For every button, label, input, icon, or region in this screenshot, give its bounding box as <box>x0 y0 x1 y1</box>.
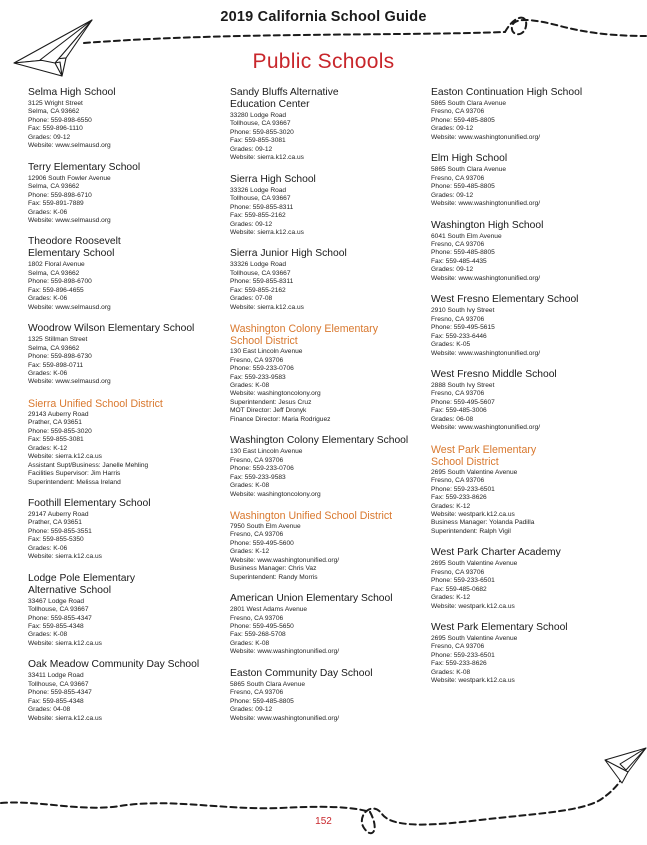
entry-detail-line: Website: sierra.k12.ca.us <box>28 639 102 647</box>
entry-detail-line: 12906 South Fowler Avenue <box>28 174 111 182</box>
school-entry <box>230 435 426 499</box>
entry-detail-line: Fax: 559-485-0682 <box>431 585 487 593</box>
entry-detail-line: Phone: 559-485-8805 <box>431 249 495 257</box>
entry-detail-line: Fax: 559-896-1110 <box>28 125 83 133</box>
entry-detail-line: Grades: K-06 <box>28 544 68 552</box>
school-entry <box>28 659 224 723</box>
entry-detail-line: Website: sierra.k12.ca.us <box>230 228 304 236</box>
entry-detail-line: Tollhouse, CA 93667 <box>230 269 291 277</box>
school-name: Foothill Elementary School <box>28 497 151 509</box>
entry-detail-line: 33411 Lodge Road <box>28 672 84 680</box>
entry-detail-line: 5865 South Clara Avenue <box>230 680 306 688</box>
entry-detail-line: Fresno, CA 93706 <box>431 240 485 248</box>
entry-detail-line: Website: sierra.k12.ca.us <box>28 714 102 722</box>
guide-title: 2019 California School Guide <box>220 9 427 25</box>
entry-detail-line: Fax: 559-268-5708 <box>230 631 286 639</box>
entry-detail-line: Phone: 559-898-6730 <box>28 353 92 361</box>
entry-detail-line: 33326 Lodge Road <box>230 186 287 194</box>
entry-detail-line: Grades: K-06 <box>28 295 68 303</box>
entry-detail-line: Prather, CA 93651 <box>28 519 82 527</box>
entry-detail-line: Grades: 09-12 <box>230 145 273 153</box>
entry-detail-line: Fax: 559-855-2162 <box>230 212 286 220</box>
entry-detail-line: Grades: 09-12 <box>431 191 474 199</box>
entry-detail-line: Phone: 559-233-0706 <box>230 465 294 473</box>
entry-detail-line: Fax: 559-233-8626 <box>431 660 487 668</box>
entry-detail-line: Phone: 559-233-6501 <box>431 485 495 493</box>
entry-detail-line: 2695 South Valentine Avenue <box>431 635 518 643</box>
entry-detail-line: Grades: 09-12 <box>230 220 273 228</box>
school-entry <box>28 236 224 312</box>
column-1 <box>28 87 224 734</box>
page-number: 152 <box>315 816 332 827</box>
entry-detail-line: Phone: 559-485-8805 <box>230 697 294 705</box>
school-name: Education Center <box>230 99 310 110</box>
school-entry <box>230 668 426 723</box>
school-name: Sierra High School <box>230 173 316 185</box>
entry-detail-line: Fresno, CA 93706 <box>230 689 284 697</box>
entry-detail-line: 6041 South Elm Avenue <box>431 232 502 240</box>
entry-detail-line: Phone: 559-485-8805 <box>431 116 495 124</box>
school-name: Oak Meadow Community Day School <box>28 659 200 671</box>
entry-detail-line: Website: www.selmausd.org <box>28 142 111 150</box>
entry-detail-line: Phone: 559-485-8805 <box>431 183 495 191</box>
entry-detail-line: Grades: 09-12 <box>431 125 474 133</box>
school-name: Washington High School <box>431 219 544 231</box>
school-name: Theodore Roosevelt <box>28 236 121 248</box>
entry-detail-line: Phone: 559-855-4347 <box>28 689 92 697</box>
entry-detail-line: 3125 Wright Street <box>28 100 83 107</box>
entry-detail-line: Website: washingtoncolony.org <box>230 390 321 398</box>
entry-detail-line: Fax: 559-233-9583 <box>230 473 286 481</box>
entry-detail-line: Website: www.washingtonunified.org/ <box>431 200 541 208</box>
entry-detail-line: Fax: 559-233-8626 <box>431 494 487 502</box>
entry-detail-line: Fax: 559-855-4348 <box>28 697 84 705</box>
entry-detail-line: Prather, CA 93651 <box>28 419 82 427</box>
school-entry <box>431 153 627 208</box>
school-name: Easton Continuation High School <box>431 87 583 98</box>
entry-detail-line: Website: www.washingtonunified.org/ <box>431 424 541 432</box>
school-entry <box>431 622 627 686</box>
entry-detail-line: 7950 South Elm Avenue <box>230 522 301 530</box>
school-entry <box>28 498 224 562</box>
entry-detail-line: Selma, CA 93662 <box>28 183 80 191</box>
district-name: West Park Elementary <box>431 443 537 456</box>
entry-detail-line: Grades: K-12 <box>28 444 68 452</box>
entry-detail-line: Grades: K-06 <box>28 369 68 377</box>
school-name: American Union Elementary School <box>230 593 393 605</box>
entry-detail-line: Grades: K-12 <box>230 548 270 556</box>
district-name: Washington Colony Elementary <box>230 323 378 336</box>
entry-detail-line: Website: sierra.k12.ca.us <box>28 553 102 561</box>
entry-detail-line: Superintendent: Randy Morris <box>230 573 318 581</box>
entry-detail-line: Phone: 559-495-5615 <box>431 324 495 332</box>
entry-detail-line: Selma, CA 93662 <box>28 269 80 277</box>
entry-detail-line: Phone: 559-495-5650 <box>230 623 294 631</box>
entry-detail-line: Grades: K-08 <box>230 482 270 490</box>
entry-detail-line: Tollhouse, CA 93667 <box>28 606 89 614</box>
entry-detail-line: Website: sierra.k12.ca.us <box>28 453 102 461</box>
entry-detail-line: Fax: 559-855-4348 <box>28 623 84 631</box>
entry-detail-line: Grades: K-08 <box>28 631 68 639</box>
entry-detail-line: Phone: 559-855-4347 <box>28 614 92 622</box>
entry-detail-line: Grades: K-06 <box>28 208 68 216</box>
entry-detail-line: 2910 South Ivy Street <box>431 307 495 315</box>
entry-detail-line: Phone: 559-495-5600 <box>230 539 294 547</box>
entry-detail-line: Grades: 07-08 <box>230 295 273 303</box>
entry-detail-line: Selma, CA 93662 <box>28 108 80 116</box>
entry-detail-line: Website: www.selmausd.org <box>28 303 111 311</box>
entry-detail-line: Website: sierra.k12.ca.us <box>230 303 304 311</box>
entry-detail-line: Grades: K-12 <box>431 502 471 510</box>
entry-detail-line: Website: www.selmausd.org <box>28 216 111 224</box>
entry-detail-line: Grades: K-12 <box>431 594 471 602</box>
entry-detail-line: Website: westpark.k12.ca.us <box>431 510 515 518</box>
entry-detail-line: 1802 Floral Avenue <box>28 261 85 269</box>
school-entry <box>431 547 627 611</box>
school-entry <box>431 369 627 433</box>
entry-detail-line: Assistant Supt/Business: Janelle Mehling <box>28 461 149 469</box>
entry-detail-line: Website: www.washingtonunified.org/ <box>230 648 340 656</box>
entry-detail-line: Fax: 559-485-3006 <box>431 407 487 415</box>
entry-detail-line: Facilities Supervisor: Jim Harris <box>28 470 121 478</box>
entry-detail-line: Fax: 559-891-7889 <box>28 200 84 208</box>
entry-detail-line: Fresno, CA 93706 <box>431 477 485 485</box>
entry-detail-line: 5865 South Clara Avenue <box>431 100 507 107</box>
entry-detail-line: Fax: 559-855-3081 <box>230 137 286 145</box>
district-name: School District <box>230 335 298 348</box>
entry-detail-line: Phone: 559-898-6700 <box>28 278 92 286</box>
entry-detail-line: Business Manager: Chris Vaz <box>230 565 317 573</box>
entry-detail-line: 5865 South Clara Avenue <box>431 166 507 174</box>
entry-detail-line: Phone: 559-855-3020 <box>230 128 294 136</box>
district-name: School District <box>431 455 499 468</box>
school-entry <box>431 220 627 284</box>
school-name: Elementary School <box>28 248 115 260</box>
entry-detail-line: Superintendent: Jesus Cruz <box>230 398 312 406</box>
entry-detail-line: 130 East Lincoln Avenue <box>230 448 303 456</box>
entry-detail-line: Fresno, CA 93706 <box>230 456 284 464</box>
district-name: Sierra Unified School District <box>28 397 163 410</box>
entry-detail-line: Superintendent: Ralph Vigil <box>431 527 511 535</box>
school-entry <box>230 248 426 312</box>
entry-detail-line: Superintendent: Melissa Ireland <box>28 478 121 486</box>
entry-detail-line: Fax: 559-855-5350 <box>28 536 84 544</box>
entry-detail-line: Tollhouse, CA 93667 <box>28 680 89 688</box>
entry-detail-line: Website: www.washingtonunified.org/ <box>431 349 541 357</box>
entry-detail-line: Phone: 559-233-6501 <box>431 651 495 659</box>
entry-detail-line: Grades: K-05 <box>431 341 471 349</box>
entry-detail-line: Fresno, CA 93706 <box>431 568 485 576</box>
entry-detail-line: Phone: 559-855-8311 <box>230 203 294 211</box>
entry-detail-line: Phone: 559-898-6550 <box>28 116 92 124</box>
entry-detail-line: 2888 South Ivy Street <box>431 381 495 389</box>
column-3 <box>431 87 627 697</box>
entry-detail-line: 33467 Lodge Road <box>28 597 85 605</box>
school-entry <box>230 593 426 657</box>
entry-detail-line: Phone: 559-233-6501 <box>431 577 495 585</box>
entry-detail-line: Fax: 559-233-6446 <box>431 332 487 340</box>
entry-detail-line: 2695 South Valentine Avenue <box>431 468 518 476</box>
district-entry <box>431 444 627 537</box>
school-name: Elm High School <box>431 153 508 165</box>
entry-detail-line: Phone: 559-855-8311 <box>230 278 294 286</box>
entry-detail-line: 33280 Lodge Road <box>230 112 287 119</box>
entry-detail-line: Grades: 06-08 <box>431 415 474 423</box>
school-name: Sandy Bluffs Alternative <box>230 87 339 98</box>
entry-detail-line: Fax: 559-896-4655 <box>28 286 84 294</box>
school-name: Terry Elementary School <box>28 161 141 173</box>
entry-detail-line: Fresno, CA 93706 <box>431 174 485 182</box>
school-name: West Fresno Elementary School <box>431 294 579 306</box>
entry-detail-line: Website: washingtoncolony.org <box>230 490 321 498</box>
entry-detail-line: Fresno, CA 93706 <box>230 356 284 364</box>
entry-detail-line: Grades: K-08 <box>431 668 471 676</box>
paper-airplane-icon <box>605 748 646 783</box>
entry-detail-line: 29147 Auberry Road <box>28 510 89 518</box>
entry-detail-line: 1325 Stillman Street <box>28 336 88 344</box>
entry-detail-line: Fresno, CA 93706 <box>431 315 485 323</box>
entry-detail-line: Grades: K-08 <box>230 639 270 647</box>
entry-detail-line: Grades: 09-12 <box>431 266 474 274</box>
entry-detail-line: Website: westpark.k12.ca.us <box>431 602 515 610</box>
entry-detail-line: Grades: K-08 <box>230 381 270 389</box>
entry-detail-line: 29143 Auberry Road <box>28 410 89 418</box>
entry-detail-line: Phone: 559-495-5607 <box>431 398 495 406</box>
entry-detail-line: 2801 West Adams Avenue <box>230 606 308 614</box>
entry-detail-line: Finance Director: Maria Rodriguez <box>230 415 331 423</box>
school-entry <box>28 573 224 649</box>
entry-detail-line: Fax: 559-233-9583 <box>230 373 286 381</box>
entry-detail-line: Business Manager: Yolanda Padilla <box>431 519 535 527</box>
entry-detail-line: Website: www.washingtonunified.org/ <box>431 274 541 282</box>
entry-detail-line: Fresno, CA 93706 <box>230 614 284 622</box>
entry-detail-line: Fax: 559-855-2162 <box>230 286 286 294</box>
district-name: Washington Unified School District <box>230 509 393 522</box>
district-entry <box>28 398 224 487</box>
school-name: Selma High School <box>28 87 116 98</box>
entry-detail-line: Website: www.washingtonunified.org/ <box>431 133 541 141</box>
entry-detail-line: Grades: 09-12 <box>28 133 71 141</box>
column-2 <box>230 87 426 734</box>
entry-detail-line: Fax: 559-898-0711 <box>28 361 84 369</box>
school-name: Woodrow Wilson Elementary School <box>28 323 195 335</box>
entry-detail-line: Phone: 559-855-3551 <box>28 527 92 535</box>
school-name: Alternative School <box>28 584 111 596</box>
entry-detail-line: Fresno, CA 93706 <box>431 108 485 116</box>
entry-detail-line: Phone: 559-233-0706 <box>230 365 294 373</box>
school-entry <box>28 87 224 151</box>
entry-detail-line: Website: westpark.k12.ca.us <box>431 677 515 685</box>
entry-detail-line: Fresno, CA 93706 <box>230 531 284 539</box>
school-name: West Fresno Middle School <box>431 368 557 380</box>
entry-detail-line: Fax: 559-855-3081 <box>28 436 84 444</box>
entry-detail-line: Website: www.washingtonunified.org/ <box>230 714 340 722</box>
school-name: Lodge Pole Elementary <box>28 572 136 584</box>
entry-detail-line: Grades: 04-08 <box>28 706 71 714</box>
entry-detail-line: MOT Director: Jeff Dronyk <box>230 407 307 415</box>
school-name: Washington Colony Elementary School <box>230 435 409 447</box>
entry-detail-line: Selma, CA 93662 <box>28 344 80 352</box>
entry-detail-line: Grades: 09-12 <box>230 706 273 714</box>
entry-detail-line: Phone: 559-855-3020 <box>28 427 92 435</box>
entry-detail-line: Tollhouse, CA 93667 <box>230 120 291 128</box>
entry-detail-line: 2695 South Valentine Avenue <box>431 560 518 568</box>
school-entry <box>431 294 627 358</box>
entry-detail-line: Phone: 559-898-6710 <box>28 191 92 199</box>
entry-detail-line: Website: www.washingtonunified.org/ <box>230 556 340 564</box>
school-entry <box>230 174 426 238</box>
school-entry <box>230 87 426 163</box>
district-entry <box>230 510 426 582</box>
school-entry <box>28 162 224 226</box>
entry-detail-line: Fresno, CA 93706 <box>431 643 485 651</box>
school-entry <box>431 87 627 142</box>
school-name: West Park Elementary School <box>431 622 568 634</box>
entry-detail-line: Fresno, CA 93706 <box>431 390 485 398</box>
section-title: Public Schools <box>252 50 395 73</box>
school-name: West Park Charter Academy <box>431 547 561 559</box>
school-entry <box>28 323 224 387</box>
entry-detail-line: Tollhouse, CA 93667 <box>230 195 291 203</box>
entry-detail-line: Website: www.selmausd.org <box>28 378 111 386</box>
entry-detail-line: Website: sierra.k12.ca.us <box>230 154 304 162</box>
entry-detail-line: 33326 Lodge Road <box>230 261 287 269</box>
school-name: Easton Community Day School <box>230 667 373 679</box>
school-name: Sierra Junior High School <box>230 248 347 260</box>
entry-detail-line: 130 East Lincoln Avenue <box>230 348 303 356</box>
entry-detail-line: Fax: 559-485-4435 <box>431 257 487 265</box>
district-entry <box>230 323 426 424</box>
